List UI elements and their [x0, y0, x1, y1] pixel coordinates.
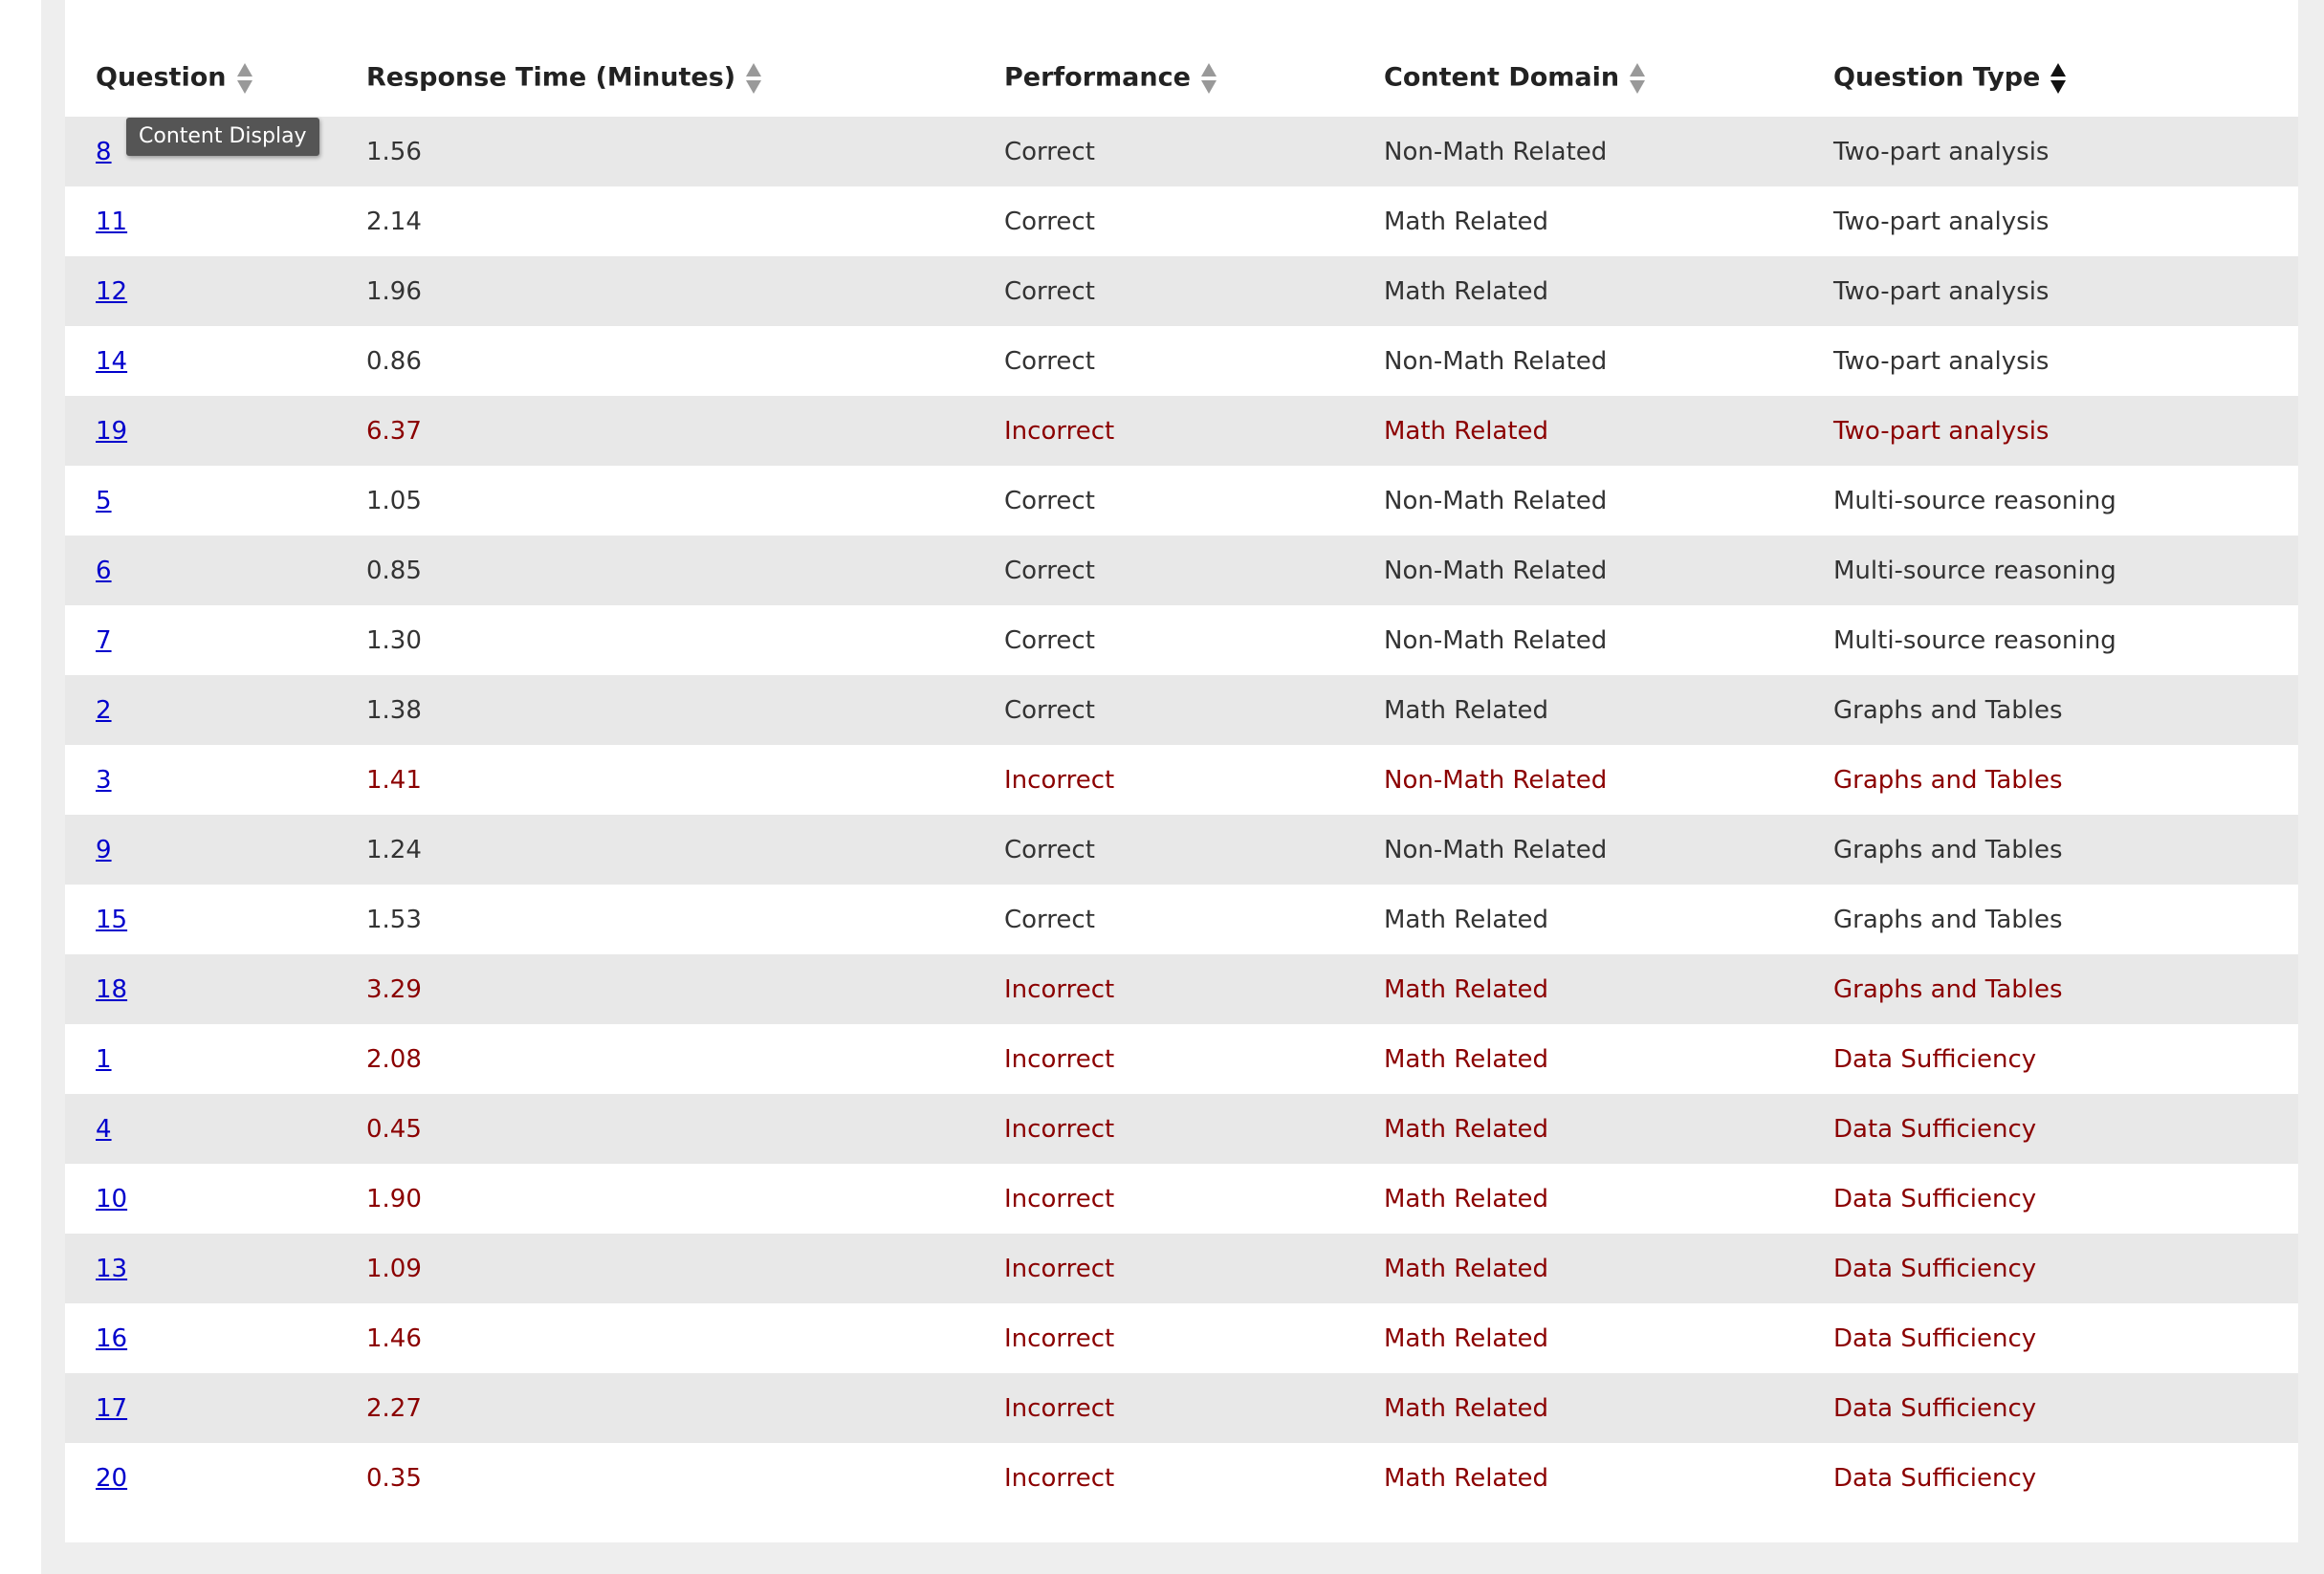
- question-link[interactable]: 13: [96, 1254, 128, 1283]
- column-header-label: Question Type: [1833, 62, 2041, 93]
- table-row: [65, 1024, 2298, 1094]
- column-header-label: Content Domain: [1384, 62, 1620, 93]
- response-time-cell: 2.14: [366, 207, 422, 236]
- question-link[interactable]: 12: [96, 276, 128, 306]
- question-type-cell: Data Sufficiency: [1833, 1373, 2298, 1443]
- question-cell: [65, 1164, 366, 1234]
- question-type-cell: Two-part analysis: [1833, 346, 2050, 376]
- question-cell: [65, 466, 366, 536]
- table-row: [65, 396, 2298, 466]
- content-domain-cell: Math Related: [1384, 905, 1549, 934]
- question-type-cell: Graphs and Tables: [1833, 905, 2063, 934]
- table-row: [65, 117, 2298, 186]
- response-time-cell: 6.37: [366, 396, 1004, 466]
- question-type-cell: Multi-source reasoning: [1833, 486, 2116, 515]
- content-domain-cell: Math Related: [1384, 1323, 1549, 1353]
- table-row: [65, 605, 2298, 675]
- question-link[interactable]: 18: [96, 974, 128, 1004]
- question-type-cell: Two-part analysis: [1833, 396, 2298, 466]
- question-cell: [65, 117, 366, 186]
- content-domain-cell: Non-Math Related: [1384, 536, 1833, 605]
- question-type-cell: Data Sufficiency: [1833, 1323, 2037, 1353]
- page-background: [41, 0, 2324, 1574]
- question-type-cell: Graphs and Tables: [1833, 815, 2298, 885]
- table-row: [65, 954, 2298, 1024]
- table-row: [65, 536, 2298, 605]
- content-domain-cell: Math Related: [1384, 1094, 1833, 1164]
- question-type-cell: Graphs and Tables: [1833, 675, 2298, 745]
- tooltip: Content Display: [126, 118, 319, 156]
- content-domain-cell: Math Related: [1384, 1044, 1549, 1074]
- performance-cell: Incorrect: [1004, 954, 1384, 1024]
- table-row: [65, 815, 2298, 885]
- question-cell: [65, 536, 366, 605]
- question-type-cell: Data Sufficiency: [1833, 1463, 2037, 1493]
- response-time-cell: 1.56: [366, 117, 1004, 186]
- column-header-question-type[interactable]: [1833, 40, 2298, 117]
- performance-cell: Incorrect: [1004, 1234, 1384, 1303]
- question-cell: [65, 1094, 366, 1164]
- question-cell: [65, 885, 366, 954]
- question-link[interactable]: 16: [96, 1323, 128, 1353]
- table-row: [65, 885, 2298, 954]
- performance-cell: Correct: [1004, 815, 1384, 885]
- content-domain-cell: Non-Math Related: [1384, 765, 1608, 795]
- question-cell: [65, 605, 366, 675]
- question-type-cell: Two-part analysis: [1833, 207, 2050, 236]
- performance-cell: Correct: [1004, 536, 1384, 605]
- table-row: [65, 1443, 2298, 1513]
- column-header-question[interactable]: [65, 40, 366, 117]
- table-row: [65, 1373, 2298, 1443]
- sort-icon[interactable]: [745, 62, 762, 95]
- response-time-cell: 1.90: [366, 1184, 422, 1213]
- response-time-cell: 0.85: [366, 536, 1004, 605]
- performance-cell: Correct: [1004, 675, 1384, 745]
- content-domain-cell: Non-Math Related: [1384, 486, 1608, 515]
- sort-icon[interactable]: [1629, 62, 1646, 95]
- question-link[interactable]: 20: [96, 1463, 128, 1493]
- table-header-row: [65, 40, 2298, 117]
- content-domain-cell: Math Related: [1384, 954, 1833, 1024]
- question-type-cell: Data Sufficiency: [1833, 1094, 2298, 1164]
- content-domain-cell: Math Related: [1384, 675, 1833, 745]
- question-link[interactable]: 17: [96, 1393, 128, 1423]
- question-cell: [65, 1443, 366, 1513]
- performance-cell: Correct: [1004, 346, 1095, 376]
- question-link[interactable]: 10: [96, 1184, 128, 1213]
- sort-icon-active[interactable]: [2050, 62, 2067, 95]
- response-time-cell: 3.29: [366, 954, 1004, 1024]
- performance-cell: Correct: [1004, 905, 1095, 934]
- performance-cell: Incorrect: [1004, 1094, 1384, 1164]
- table-row: [65, 186, 2298, 256]
- table-row: [65, 1303, 2298, 1373]
- table-body: [65, 117, 2298, 1513]
- response-time-cell: 0.45: [366, 1094, 1004, 1164]
- table-row: [65, 1234, 2298, 1303]
- column-header-label: Question: [96, 62, 227, 93]
- question-link[interactable]: 4: [96, 1114, 112, 1144]
- response-time-cell: 2.27: [366, 1373, 1004, 1443]
- content-domain-cell: Math Related: [1384, 1463, 1549, 1493]
- question-cell: [65, 1303, 366, 1373]
- response-time-cell: 2.08: [366, 1044, 422, 1074]
- response-time-cell: 1.24: [366, 815, 1004, 885]
- sort-icon[interactable]: [236, 62, 253, 95]
- question-type-cell: Multi-source reasoning: [1833, 536, 2298, 605]
- question-cell: [65, 396, 366, 466]
- question-link[interactable]: 6: [96, 556, 112, 585]
- question-type-cell: Data Sufficiency: [1833, 1184, 2037, 1213]
- question-cell: [65, 1234, 366, 1303]
- performance-cell: Correct: [1004, 207, 1095, 236]
- question-cell: [65, 745, 366, 815]
- performance-cell: Correct: [1004, 486, 1095, 515]
- question-link[interactable]: 14: [96, 346, 128, 376]
- content-domain-cell: Math Related: [1384, 1234, 1833, 1303]
- question-type-cell: Graphs and Tables: [1833, 954, 2298, 1024]
- question-link[interactable]: 9: [96, 835, 112, 864]
- table-row: [65, 1094, 2298, 1164]
- column-header-response-time[interactable]: [366, 40, 1004, 117]
- question-cell: [65, 1024, 366, 1094]
- question-link[interactable]: 8: [96, 137, 112, 166]
- response-time-cell: 0.35: [366, 1463, 422, 1493]
- response-time-cell: 1.41: [366, 765, 422, 795]
- question-link[interactable]: 19: [96, 416, 128, 446]
- table-row: [65, 326, 2298, 396]
- question-cell: [65, 675, 366, 745]
- question-cell: [65, 256, 366, 326]
- response-time-cell: 1.30: [366, 625, 422, 655]
- content-domain-cell: Math Related: [1384, 207, 1549, 236]
- table-row: [65, 1164, 2298, 1234]
- question-type-cell: Multi-source reasoning: [1833, 625, 2116, 655]
- question-type-cell: Data Sufficiency: [1833, 1234, 2298, 1303]
- content-domain-cell: Non-Math Related: [1384, 815, 1833, 885]
- question-type-cell: Two-part analysis: [1833, 117, 2298, 186]
- question-link[interactable]: 11: [96, 207, 128, 236]
- question-link[interactable]: 7: [96, 625, 112, 655]
- question-link[interactable]: 5: [96, 486, 112, 515]
- performance-cell: Incorrect: [1004, 396, 1384, 466]
- performance-cell: Correct: [1004, 256, 1384, 326]
- content-domain-cell: Math Related: [1384, 396, 1833, 466]
- content-domain-cell: Non-Math Related: [1384, 117, 1833, 186]
- column-header-label: Performance: [1004, 62, 1191, 93]
- performance-cell: Correct: [1004, 625, 1095, 655]
- sort-icon[interactable]: [1200, 62, 1217, 95]
- table-row: [65, 466, 2298, 536]
- table-row: [65, 675, 2298, 745]
- question-cell: [65, 326, 366, 396]
- performance-cell: Incorrect: [1004, 1463, 1115, 1493]
- question-link[interactable]: 15: [96, 905, 128, 934]
- performance-cell: Incorrect: [1004, 1323, 1115, 1353]
- content-domain-cell: Math Related: [1384, 1184, 1549, 1213]
- results-table: [65, 40, 2298, 1513]
- performance-cell: Incorrect: [1004, 1373, 1384, 1443]
- table-row: [65, 745, 2298, 815]
- response-time-cell: 1.38: [366, 675, 1004, 745]
- question-cell: [65, 186, 366, 256]
- content-domain-cell: Non-Math Related: [1384, 625, 1608, 655]
- question-cell: [65, 954, 366, 1024]
- question-cell: [65, 1373, 366, 1443]
- content-domain-cell: Non-Math Related: [1384, 346, 1608, 376]
- question-cell: [65, 815, 366, 885]
- response-time-cell: 1.09: [366, 1234, 1004, 1303]
- response-time-cell: 0.86: [366, 346, 422, 376]
- question-type-cell: Data Sufficiency: [1833, 1044, 2037, 1074]
- response-time-cell: 1.05: [366, 486, 422, 515]
- performance-cell: Correct: [1004, 117, 1384, 186]
- response-time-cell: 1.96: [366, 256, 1004, 326]
- column-header-performance[interactable]: [1004, 40, 1384, 117]
- performance-cell: Incorrect: [1004, 1044, 1115, 1074]
- table-row: [65, 256, 2298, 326]
- performance-cell: Incorrect: [1004, 1184, 1115, 1213]
- response-time-cell: 1.46: [366, 1323, 422, 1353]
- question-link[interactable]: 2: [96, 695, 112, 725]
- question-type-cell: Two-part analysis: [1833, 256, 2298, 326]
- column-header-content-domain[interactable]: [1384, 40, 1833, 117]
- question-link[interactable]: 3: [96, 765, 112, 795]
- content-domain-cell: Math Related: [1384, 256, 1833, 326]
- performance-cell: Incorrect: [1004, 765, 1115, 795]
- question-link[interactable]: 1: [96, 1044, 112, 1074]
- column-header-label: Response Time (Minutes): [366, 62, 736, 93]
- question-type-cell: Graphs and Tables: [1833, 765, 2063, 795]
- content-domain-cell: Math Related: [1384, 1373, 1833, 1443]
- results-panel: [65, 0, 2298, 1542]
- response-time-cell: 1.53: [366, 905, 422, 934]
